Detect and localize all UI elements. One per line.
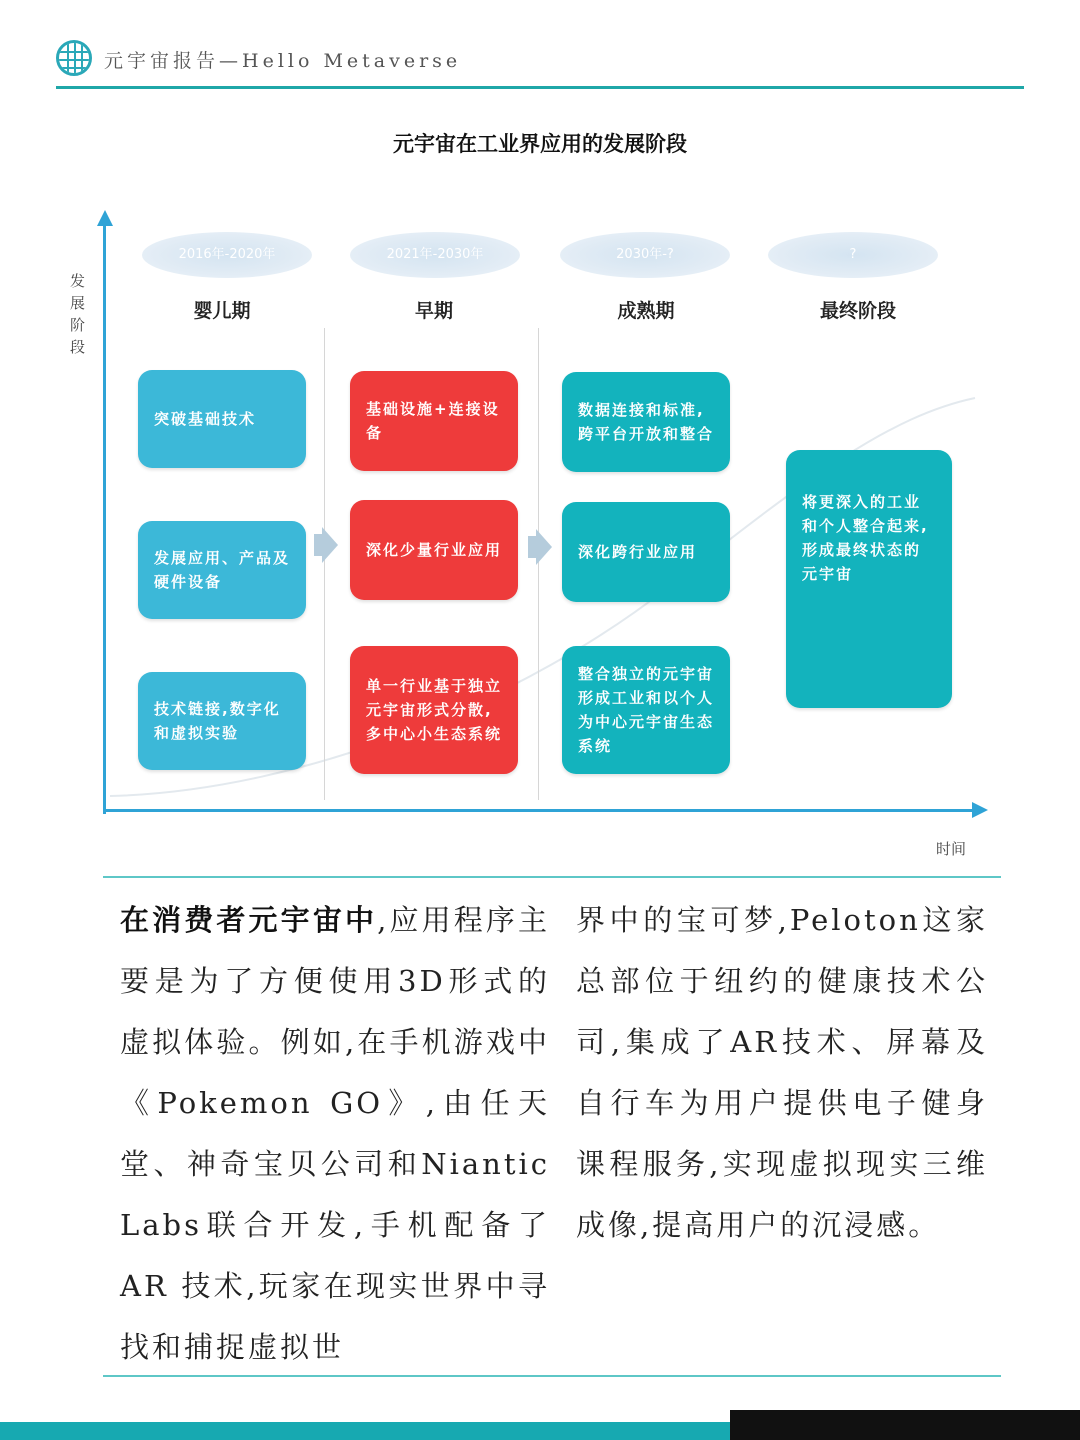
- body-text: 界中的宝可梦,Peloton这家总部位于纽约的健康技术公司,集成了AR技术、屏幕及自行车为用户提供电子健身课程服务,实现虚拟现实三维成像,提高用户的沉浸感。: [576, 903, 988, 1242]
- y-axis: [103, 222, 106, 814]
- stage-box: 数据连接和标准,跨平台开放和整合: [562, 372, 730, 472]
- body-left-column: [120, 890, 550, 1378]
- header-rule: [56, 86, 1024, 89]
- page-header: [56, 38, 1026, 92]
- stage-label: 最终阶段: [819, 300, 896, 322]
- stage-label: 早期: [414, 300, 453, 322]
- year-pill: ?: [768, 232, 938, 278]
- stage-box: 基础设施+连接设备: [350, 371, 518, 471]
- footer-block: [730, 1410, 1080, 1440]
- stage-box: 单一行业基于独立元宇宙形式分散,多中心小生态系统: [350, 646, 518, 774]
- report-title: 元宇宙报告—Hello Metaverse: [104, 50, 462, 72]
- body-text: ,应用程序主要是为了方便使用3D形式的虚拟体验。例如,在手机游戏中《Pokemon GO》,由任天堂、神奇宝贝公司和Niantic Labs联合开发,手机配备了AR 技术,玩家在现实世界中寻找和捕捉虚拟世: [120, 903, 550, 1364]
- x-axis-label: 时间: [936, 840, 967, 858]
- stage-box: 突破基础技术: [138, 370, 306, 468]
- stage-label: 成熟期: [617, 300, 675, 322]
- year-pill: 2030年-?: [560, 232, 730, 278]
- stage-box: 深化少量行业应用: [350, 500, 518, 600]
- chevron-right-icon: [322, 527, 338, 563]
- y-axis-arrow: [97, 210, 113, 226]
- stage-box: 发展应用、产品及硬件设备: [138, 521, 306, 619]
- chevron-right-icon: [528, 536, 536, 558]
- stage-box: 整合独立的元宇宙形成工业和以个人为中心元宇宙生态系统: [562, 646, 730, 774]
- figure-title: 元宇宙在工业界应用的发展阶段: [393, 132, 687, 156]
- x-axis: [103, 809, 975, 812]
- stage-label: 婴儿期: [193, 300, 251, 322]
- final-stage-box: 将更深入的工业和个人整合起来,形成最终状态的元宇宙: [786, 450, 952, 708]
- year-pill: 2016年-2020年: [142, 232, 312, 278]
- y-axis-label: 发展阶段: [70, 272, 86, 356]
- body-lead: 在消费者元宇宙中: [120, 903, 378, 937]
- column-divider: [324, 328, 325, 800]
- stage-box: 深化跨行业应用: [562, 502, 730, 602]
- chevron-right-icon: [314, 534, 322, 556]
- globe-icon: [56, 40, 92, 76]
- section-rule: [103, 876, 1001, 878]
- chevron-right-icon: [536, 529, 552, 565]
- stage-box: 技术链接,数字化和虚拟实验: [138, 672, 306, 770]
- body-right-column: [576, 890, 988, 1256]
- year-pill: 2021年-2030年: [350, 232, 520, 278]
